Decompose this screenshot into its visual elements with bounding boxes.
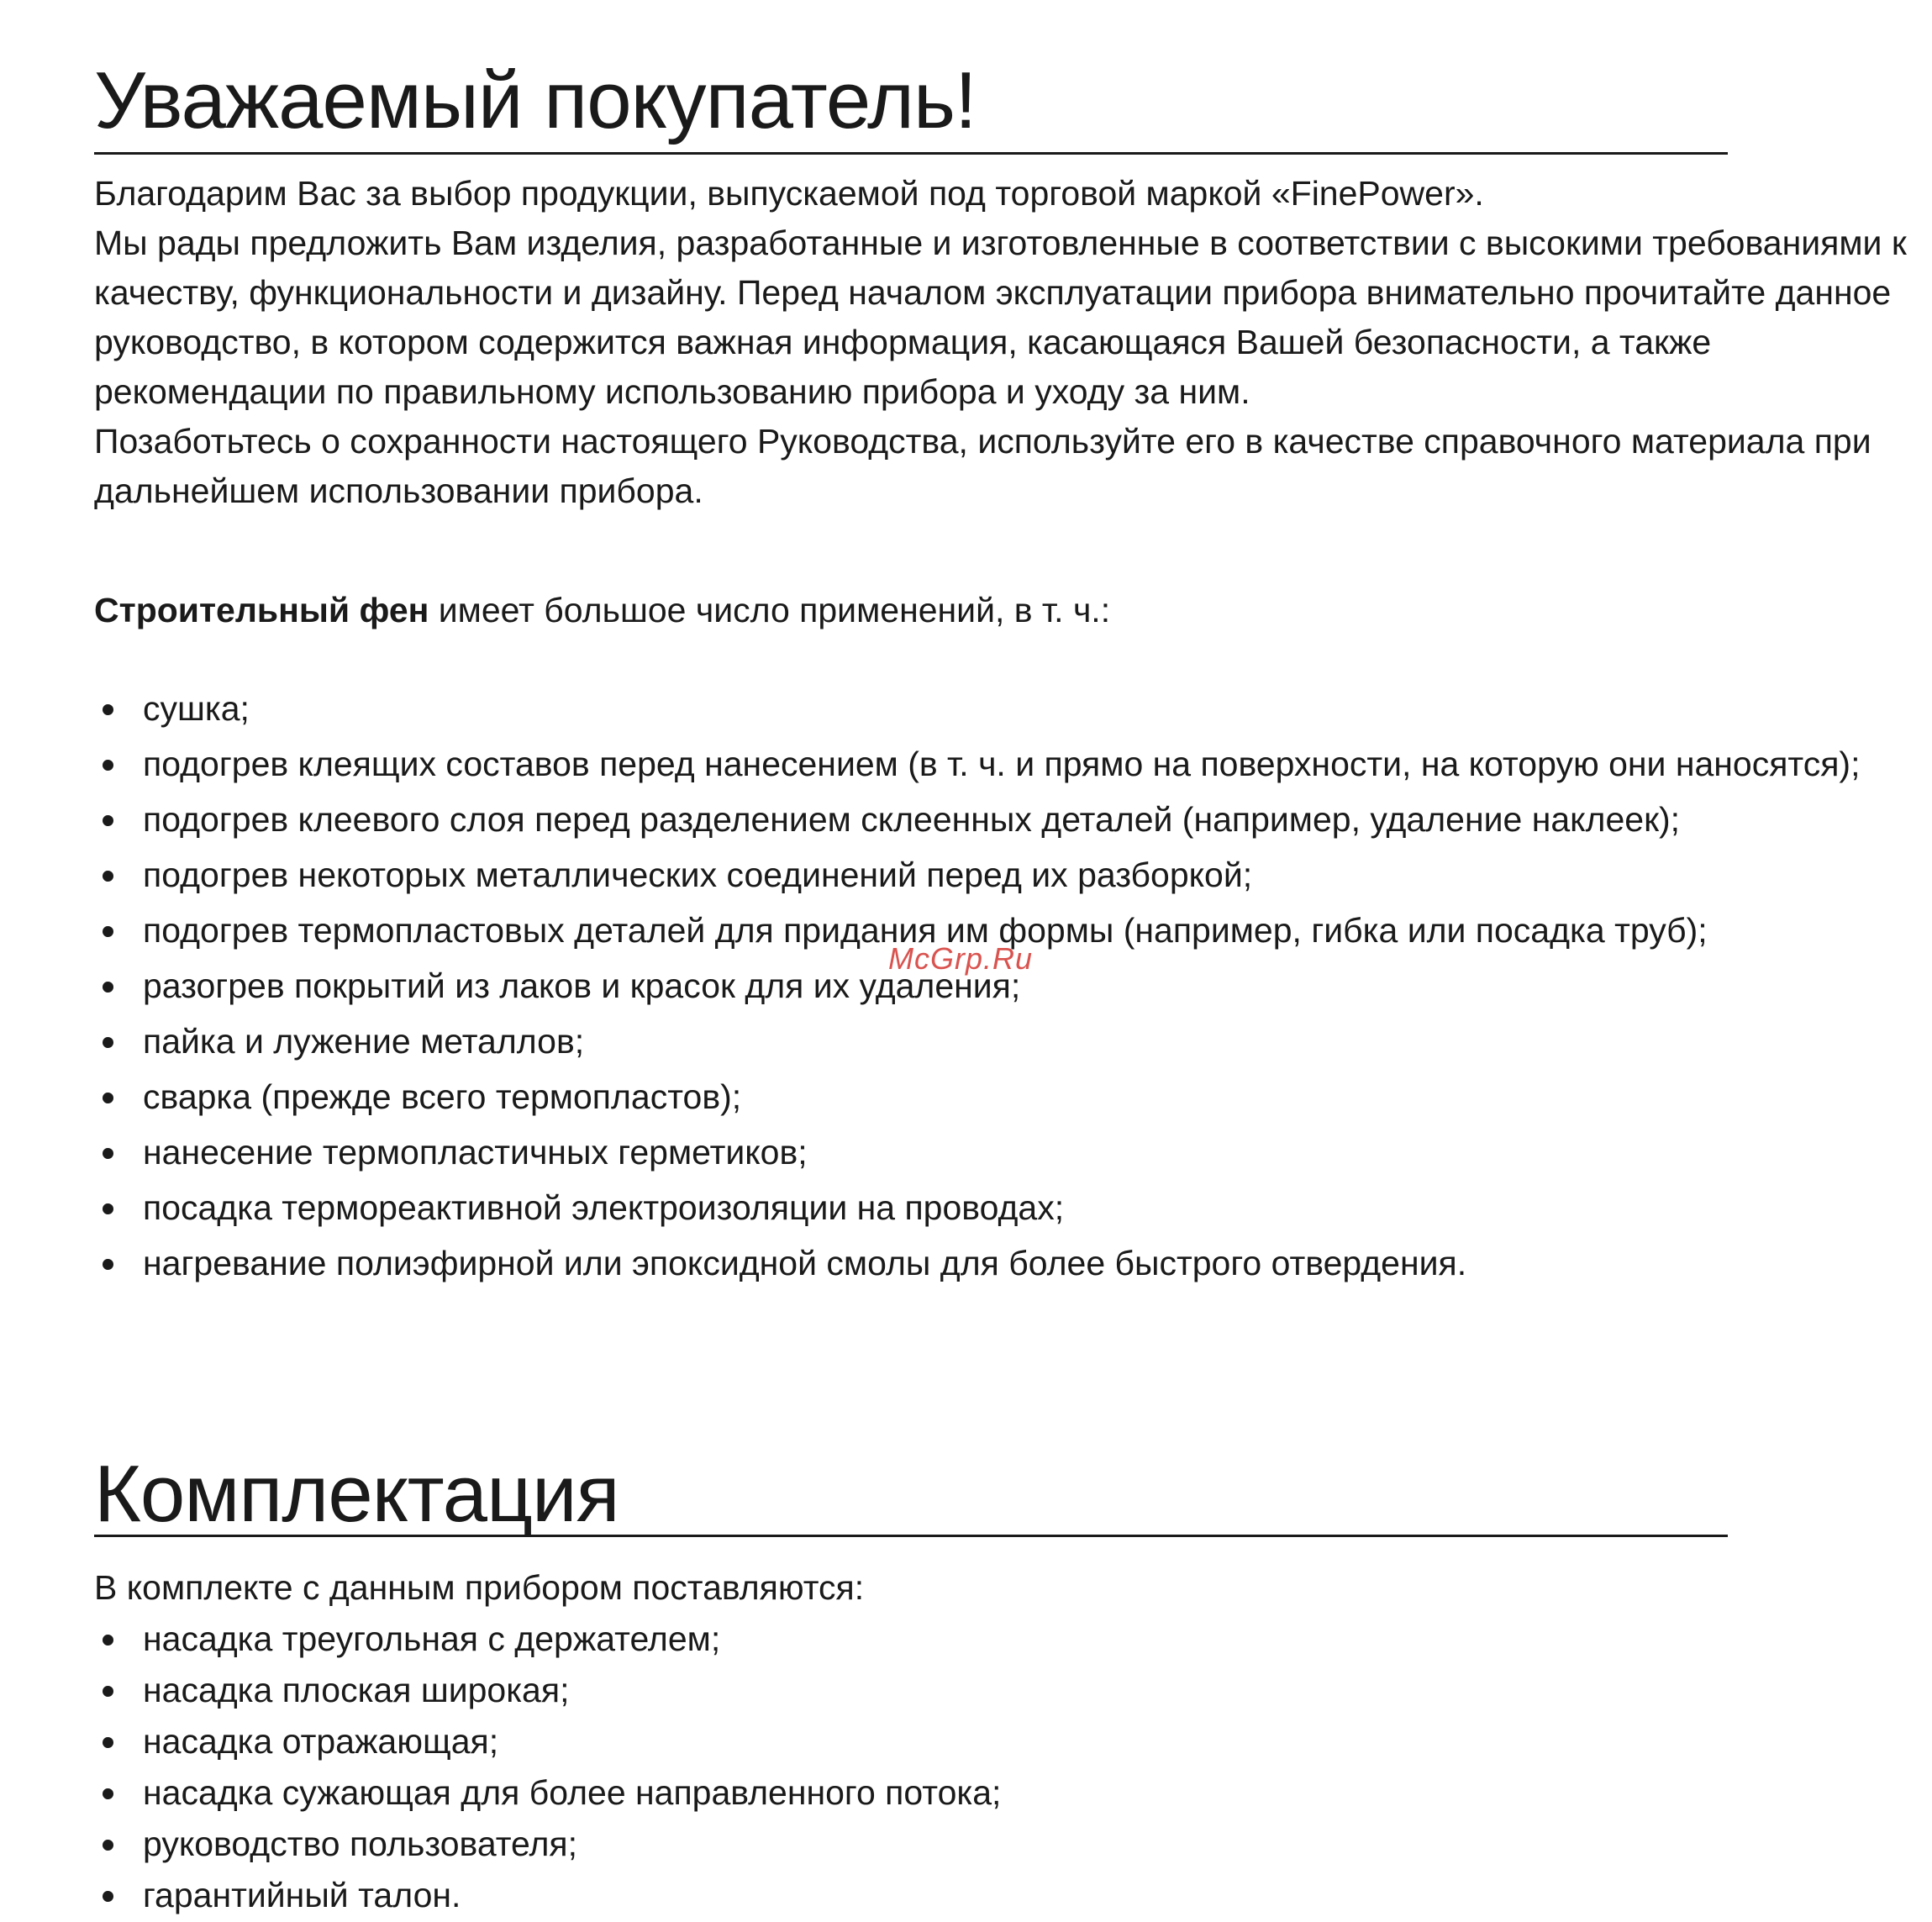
- kit-divider: [94, 1535, 1728, 1537]
- bullet-icon: [103, 1686, 113, 1697]
- list-item: насадка сужающая для более направленного потока;: [94, 1768, 1876, 1818]
- bullet-icon: [103, 926, 113, 937]
- bullet-icon: [103, 704, 113, 715]
- bullet-icon: [103, 1635, 113, 1646]
- greeting-title: Уважаемый покупатель!: [94, 55, 977, 145]
- list-item: подогрев термопластовых деталей для придания им формы (например, гибка или посадка труб);: [94, 906, 1876, 956]
- bullet-icon: [103, 1203, 113, 1214]
- bullet-icon: [103, 1788, 113, 1799]
- bullet-icon: [103, 1840, 113, 1851]
- bullet-icon: [103, 1148, 113, 1159]
- intro-text: [94, 169, 1918, 516]
- list-item: посадка термореактивной электроизоляции на проводах;: [94, 1183, 1876, 1233]
- bullet-icon: [103, 1037, 113, 1048]
- list-item: насадка треугольная с держателем;: [94, 1614, 1876, 1664]
- list-item: насадка отражающая;: [94, 1717, 1876, 1767]
- bullet-icon: [103, 871, 113, 882]
- bullet-icon: [103, 1737, 113, 1748]
- intro-paragraph: Мы рады предложить Вам изделия, разработанные и изготовленные в соответствии с высокими требованиями к качеству, функциональности и дизайну. Перед началом эксплуатации прибора внимательно прочитайте данное руководство, в котором содержится важная информация, касающаяся Вашей безопасности, а также рекомендации по правильному использованию прибора и уходу за ним.: [94, 224, 1907, 411]
- kit-lead: В комплекте с данным прибором поставляются:: [94, 1568, 865, 1607]
- list-item: подогрев клеевого слоя перед разделением склеенных деталей (например, удаление наклеек);: [94, 795, 1876, 845]
- bullet-icon: [103, 1891, 113, 1902]
- bullet-icon: [103, 982, 113, 993]
- list-item: подогрев клеящих составов перед нанесением (в т. ч. и прямо на поверхности, на которую они наносятся);: [94, 740, 1876, 789]
- bullet-icon: [103, 760, 113, 771]
- intro-paragraph: Благодарим Вас за выбор продукции, выпускаемой под торговой маркой «FinePower».: [94, 174, 1484, 213]
- uses-list: [94, 684, 1876, 1294]
- list-item: нагревание полиэфирной или эпоксидной смолы для более быстрого отвердения.: [94, 1239, 1876, 1288]
- intro-paragraph: Позаботьтесь о сохранности настоящего Руководства, используйте его в качестве справочного материала при дальнейшем использовании прибора.: [94, 422, 1871, 510]
- list-item: руководство пользователя;: [94, 1819, 1876, 1869]
- bullet-icon: [103, 1259, 113, 1270]
- list-item: разогрев покрытий из лаков и красок для их удаления;: [94, 961, 1876, 1011]
- list-item: сушка;: [94, 684, 1876, 734]
- list-item: пайка и лужение металлов;: [94, 1017, 1876, 1066]
- uses-lead-bold: Строительный фен: [94, 591, 429, 629]
- uses-lead: [94, 586, 1110, 635]
- kit-title: Комплектация: [94, 1449, 619, 1539]
- list-item: подогрев некоторых металлических соединений перед их разборкой;: [94, 850, 1876, 900]
- title-divider: [94, 152, 1728, 155]
- kit-list: [94, 1614, 1876, 1922]
- list-item: насадка плоская широкая;: [94, 1666, 1876, 1715]
- watermark-text: McGrp.Ru: [888, 941, 1034, 976]
- list-item: сварка (прежде всего термопластов);: [94, 1072, 1876, 1122]
- list-item: нанесение термопластичных герметиков;: [94, 1128, 1876, 1177]
- list-item: гарантийный талон.: [94, 1871, 1876, 1920]
- bullet-icon: [103, 1093, 113, 1103]
- uses-lead-rest: имеет большое число применений, в т. ч.:: [429, 591, 1111, 629]
- bullet-icon: [103, 815, 113, 826]
